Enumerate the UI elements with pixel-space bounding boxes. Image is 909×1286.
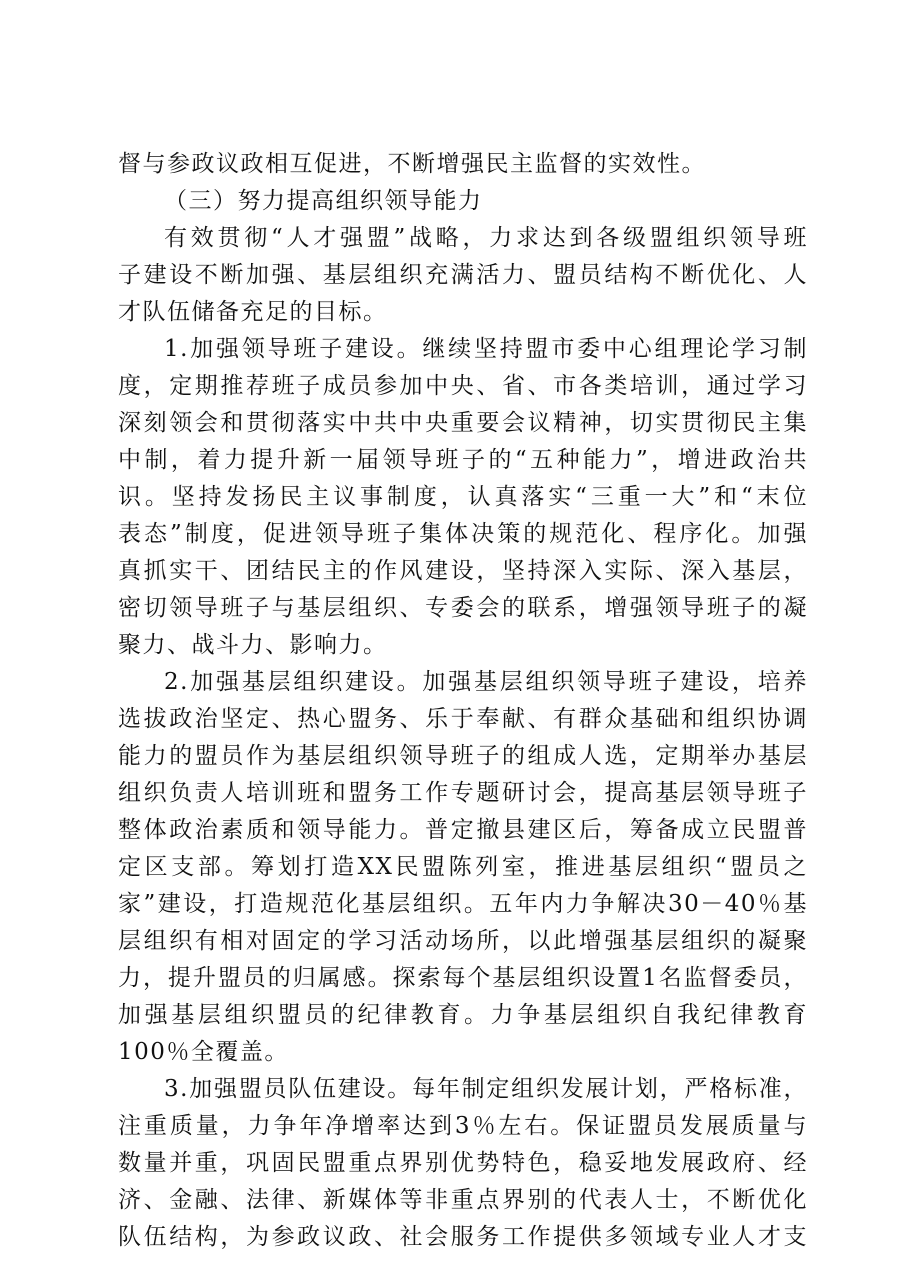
text-line: 数量并重，巩固民盟重点界别优势特色，稳妥地发展政府、经 xyxy=(118,1150,808,1176)
text-line: 队伍结构，为参政议政、社会服务工作提供多领域专业人才支 xyxy=(118,1224,808,1250)
text-line: 家”建设，打造规范化基层组织。五年内力争解决30－40％基 xyxy=(118,891,808,917)
text-line: 选拔政治坚定、热心盟务、乐于奉献、有群众基础和组织协调 xyxy=(118,706,808,732)
document-body xyxy=(118,146,808,1256)
text-line: 才队伍储备充足的目标。 xyxy=(118,299,388,325)
text-line: 整体政治素质和领导能力。普定撤县建区后，筹备成立民盟普 xyxy=(118,817,808,843)
text-line: 有效贯彻“人才强盟”战略，力求达到各级盟组织领导班 xyxy=(164,225,808,251)
text-line: 能力的盟员作为基层组织领导班子的组成人选，定期举办基层 xyxy=(118,743,808,769)
text-line: 识。坚持发扬民主议事制度，认真落实“三重一大”和“末位 xyxy=(118,484,808,510)
text-line: 2.加强基层组织建设。加强基层组织领导班子建设，培养 xyxy=(164,669,808,695)
text-line: 督与参政议政相互促进，不断增强民主监督的实效性。 xyxy=(118,151,706,177)
text-line: 组织负责人培训班和盟务工作专题研讨会，提高基层领导班子 xyxy=(118,780,808,806)
text-line: 注重质量，力争年净增率达到3％左右。保证盟员发展质量与 xyxy=(118,1113,808,1139)
text-line: 表态”制度，促进领导班子集体决策的规范化、程序化。加强 xyxy=(118,521,808,547)
text-line: 力，提升盟员的归属感。探索每个基层组织设置1名监督委员， xyxy=(118,965,808,991)
text-line: 子建设不断加强、基层组织充满活力、盟员结构不断优化、人 xyxy=(118,262,808,288)
text-line: 密切领导班子与基层组织、专委会的联系，增强领导班子的凝 xyxy=(118,595,808,621)
text-line: 济、金融、法律、新媒体等非重点界别的代表人士，不断优化 xyxy=(118,1187,808,1213)
section-heading: （三）努力提高组织领导能力 xyxy=(164,188,483,214)
text-line: 深刻领会和贯彻落实中共中央重要会议精神，切实贯彻民主集 xyxy=(118,410,808,436)
text-line: 真抓实干、团结民主的作风建设，坚持深入实际、深入基层， xyxy=(118,558,808,584)
text-line: 加强基层组织盟员的纪律教育。力争基层组织自我纪律教育 xyxy=(118,1002,808,1028)
text-line: 聚力、战斗力、影响力。 xyxy=(118,632,388,658)
text-line: 层组织有相对固定的学习活动场所，以此增强基层组织的凝聚 xyxy=(118,928,808,954)
text-line: 定区支部。筹划打造XX民盟陈列室，推进基层组织“盟员之 xyxy=(118,854,808,880)
text-line: 中制，着力提升新一届领导班子的“五种能力”，增进政治共 xyxy=(118,447,808,473)
text-line: 100％全覆盖。 xyxy=(118,1039,289,1065)
text-line: 1.加强领导班子建设。继续坚持盟市委中心组理论学习制 xyxy=(164,336,808,362)
text-line: 度，定期推荐班子成员参加中央、省、市各类培训，通过学习 xyxy=(118,373,808,399)
text-line: 3.加强盟员队伍建设。每年制定组织发展计划，严格标准， xyxy=(164,1076,808,1102)
